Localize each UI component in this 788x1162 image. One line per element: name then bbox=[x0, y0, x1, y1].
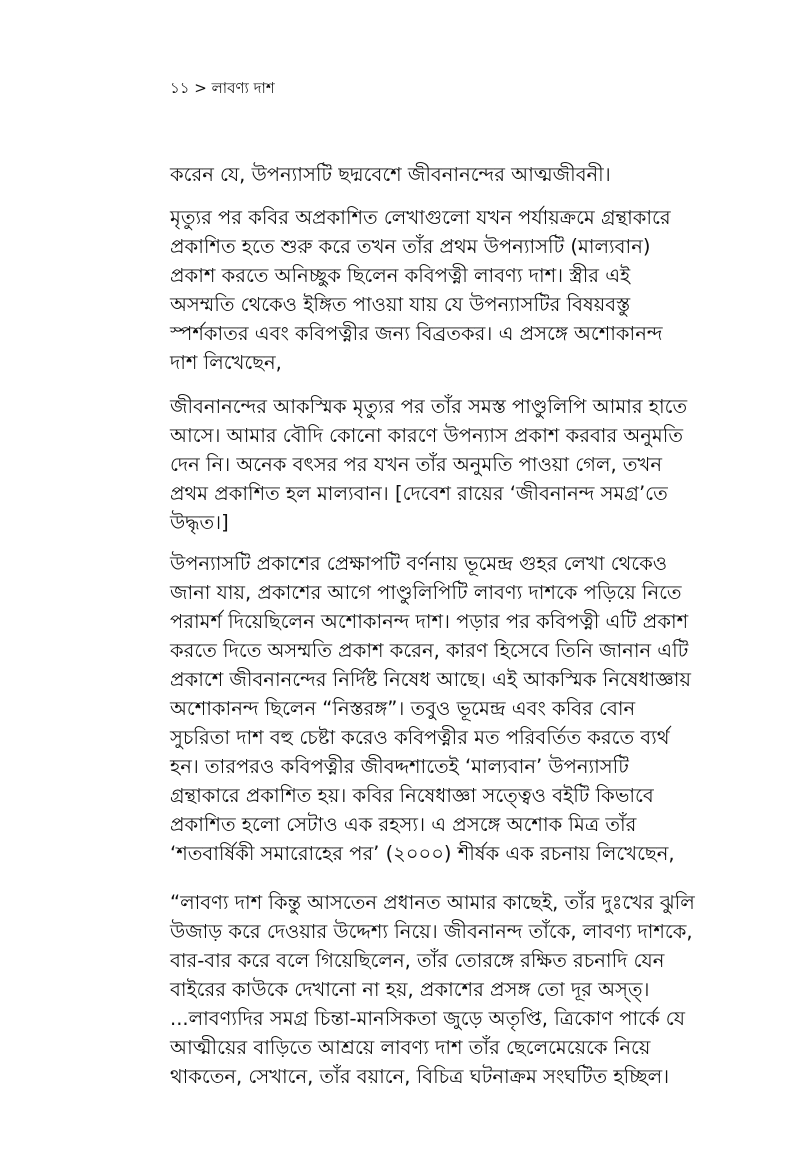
text-line: অসম্মতি থেকেও ইঙ্গিত পাওয়া যায় যে উপন্যাসটির বিষয়বস্তু bbox=[170, 293, 631, 316]
text-line: মৃত্যুর পর কবির অপ্রকাশিত লেখাগুলো যখন পর্যায়ক্রমে গ্রন্থাকারে bbox=[170, 206, 671, 229]
text-line: প্রকাশে জীবনানন্দের নির্দিষ্ট নিষেধ আছে। এই আকস্মিক নিষেধাজ্ঞায় bbox=[170, 668, 691, 691]
text-line: জীবনানন্দের আকস্মিক মৃত্যুর পর তাঁর সমস্ত পাণ্ডুলিপি আমার হাতে bbox=[170, 395, 688, 418]
paragraph-continuation bbox=[170, 160, 710, 189]
text-line: বার-বার করে বলে গিয়েছিলেন, তাঁর তোরঙ্গে রক্ষিত রচনাদি যেন bbox=[170, 949, 665, 972]
text-line: করেন যে, উপন্যাসটি ছদ্মবেশে জীবনানন্দের আত্মজীবনী। bbox=[170, 163, 611, 186]
text-line: “লাবণ্য দাশ কিন্তু আসতেন প্রধানত আমার কাছেই, তাঁর দুঃখের ঝুলি bbox=[170, 891, 695, 914]
text-line: বাইরের কাউকে দেখানো না হয়, প্রকাশের প্রসঙ্গ তো দূর অস্ত্। bbox=[170, 978, 650, 1001]
text-line: থাকতেন, সেখানে, তাঁর বয়ানে, বিচিত্র ঘটনাক্রম সংঘটিত হচ্ছিল। bbox=[170, 1065, 670, 1088]
text-line: প্রকাশ করতে অনিচ্ছুক ছিলেন কবিপত্নী লাবণ্য দাশ। স্ত্রীর এই bbox=[170, 264, 631, 287]
text-line: ‘শতবার্ষিকী সমারোহের পর’ (২০০০) শীর্ষক এক রচনায় লিখেছেন, bbox=[170, 842, 675, 865]
page-number: ১১ bbox=[170, 79, 190, 97]
text-line: অশোকানন্দ ছিলেন “নিস্তরঙ্গ”। তবুও ভূমেন্দ্র এবং কবির বোন bbox=[170, 697, 636, 720]
quote-ashok-mitra bbox=[170, 888, 710, 1091]
text-line: স্পর্শকাতর এবং কবিপত্নীর জন্য বিব্রতকর। এ প্রসঙ্গে অশোকানন্দ bbox=[170, 322, 663, 345]
text-line: উজাড় করে দেওয়ার উদ্দেশ্য নিয়ে। জীবনানন্দ তাঁকে, লাবণ্য দাশকে, bbox=[170, 920, 693, 943]
text-line: দেন নি। অনেক বৎসর পর যখন তাঁর অনুমতি পাওয়া গেল, তখন bbox=[170, 453, 662, 476]
text-line: জানা যায়, প্রকাশের আগে পাণ্ডুলিপিটি লাবণ্য দাশকে পড়িয়ে নিতে bbox=[170, 581, 682, 604]
text-line: করতে দিতে অসম্মতি প্রকাশ করেন, কারণ হিসেবে তিনি জানান এটি bbox=[170, 639, 689, 662]
header-author: লাবণ্য দাশ bbox=[211, 79, 275, 97]
paragraph-publication-context bbox=[170, 549, 710, 868]
quote-ashokananda bbox=[170, 392, 710, 537]
text-line: আত্মীয়ের বাড়িতে আশ্রয়ে লাবণ্য দাশ তাঁর ছেলেমেয়েকে নিয়ে bbox=[170, 1036, 651, 1059]
text-line: সুচরিতা দাশ বহু চেষ্টা করেও কবিপত্নীর মত পরিবর্তিত করতে ব্যর্থ bbox=[170, 726, 670, 749]
text-line: পরামর্শ দিয়েছিলেন অশোকানন্দ দাশ। পড়ার পর কবিপত্নী এটি প্রকাশ bbox=[170, 610, 689, 633]
text-line: প্রথম প্রকাশিত হল মাল্যবান। [দেবেশ রায়ের ‘জীবনানন্দ সমগ্র’তে bbox=[170, 482, 668, 505]
header-separator: > bbox=[194, 79, 207, 97]
text-line: প্রকাশিত হতে শুরু করে তখন তাঁর প্রথম উপন্যাসটি (মাল্যবান) bbox=[170, 235, 651, 258]
text-line: প্রকাশিত হলো সেটাও এক রহস্য। এ প্রসঙ্গে অশোক মিত্র তাঁর bbox=[170, 813, 637, 836]
running-header bbox=[170, 78, 275, 98]
text-line: আসে। আমার বৌদি কোনো কারণে উপন্যাস প্রকাশ করবার অনুমতি bbox=[170, 424, 683, 447]
paragraph-unpublished-writings bbox=[170, 203, 710, 377]
text-line: দাশ লিখেছেন, bbox=[170, 351, 282, 374]
text-line: ...লাবণ্যদির সমগ্র চিন্তা-মানসিকতা জুড়ে অতৃপ্তি, ত্রিকোণ পার্কে যে bbox=[170, 1007, 685, 1030]
text-line: উপন্যাসটি প্রকাশের প্রেক্ষাপটি বর্ণনায় ভূমেন্দ্র গুহর লেখা থেকেও bbox=[170, 552, 668, 575]
text-line: উদ্ধৃত।] bbox=[170, 511, 229, 534]
text-line: হন। তারপরও কবিপত্নীর জীবদ্দশাতেই ‘মাল্যবান’ উপন্যাসটি bbox=[170, 755, 629, 778]
text-line: গ্রন্থাকারে প্রকাশিত হয়। কবির নিষেধাজ্ঞা সত্ত্বেও বইটি কিভাবে bbox=[170, 784, 654, 807]
